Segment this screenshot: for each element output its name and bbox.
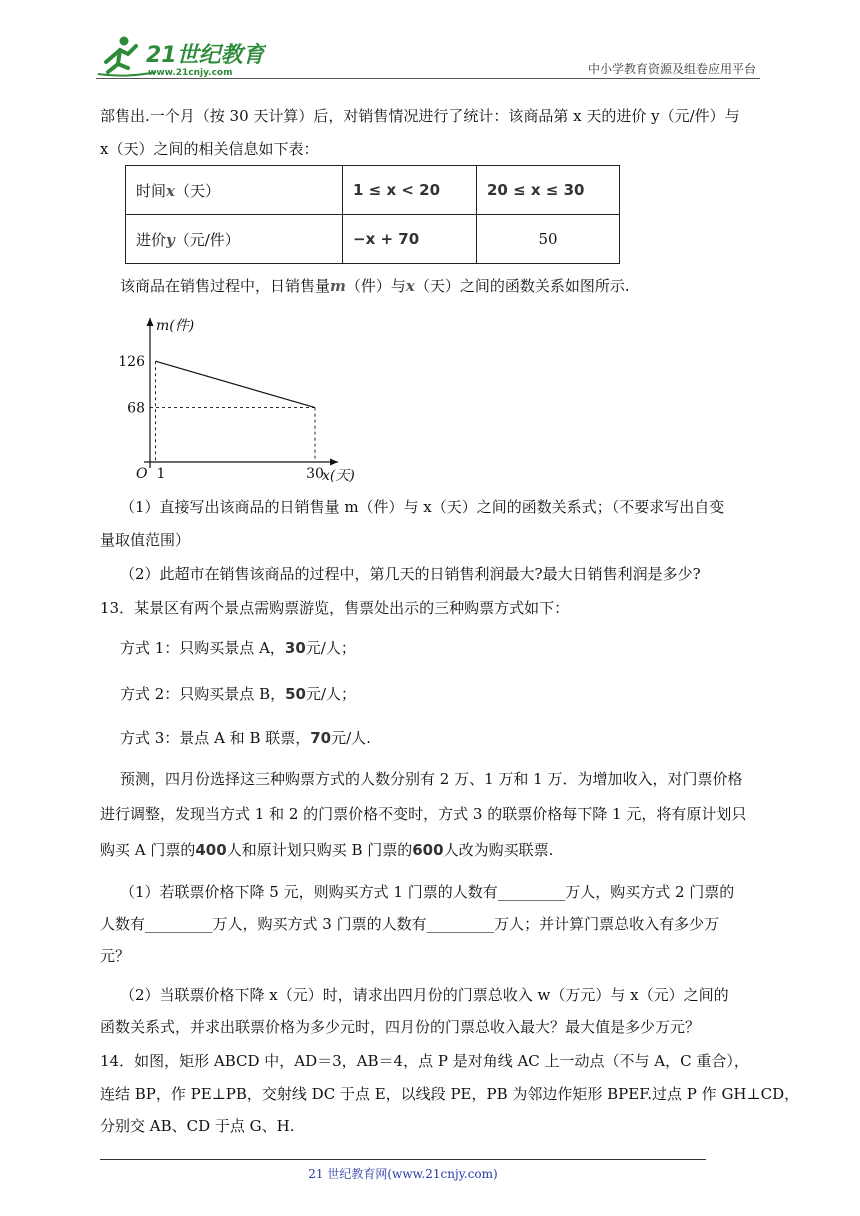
- logo-title: 21世纪教育: [146, 43, 265, 68]
- platform-name: 中小学教育资源及组卷应用平台: [587, 62, 756, 76]
- chart-marks: [150, 361, 315, 462]
- problem-14-line: 14．如图，矩形 ABCD 中，AD＝3，AB＝4，点 P 是对角线 AC 上一动点（不与 A，C 重合），: [100, 1052, 749, 1070]
- paragraph-line: x（天）之间的相关信息如下表：: [100, 140, 319, 158]
- option-line: 方式 1：只购买景点 A，30元/人；: [120, 639, 356, 657]
- sales-graph: [110, 312, 370, 487]
- paragraph-line: 人数有_________万人，购买方式 3 门票的人数有_________万人；并计算门票总收入有多少万: [100, 915, 720, 933]
- x-tick-label: 1: [156, 466, 166, 482]
- series-line: [156, 361, 316, 407]
- problem-14-line: 分别交 AB、CD 于点 G、H.: [100, 1117, 295, 1135]
- problem-13-title: 13．某景区有两个景点需购票游览，售票处出示的三种购票方式如下：: [100, 599, 570, 617]
- y-axis-label: m(件): [156, 318, 195, 334]
- table-cell: 进价y（元/件）: [126, 215, 343, 264]
- option-line: 方式 3：景点 A 和 B 联票，70元/人.: [120, 729, 371, 747]
- problem-14-line: 连结 BP，作 PE⊥PB，交射线 DC 于点 E，以线段 PE，PB 为邻边作矩形 BPEF.过点 P 作 GH⊥CD，: [100, 1085, 800, 1103]
- paragraph-line: （1）直接写出该商品的日销售量 m（件）与 x（天）之间的函数关系式；（不要求写出自变: [120, 498, 725, 516]
- table-cell: 时间x（天）: [126, 166, 343, 215]
- y-axis-arrow: [147, 318, 154, 326]
- axes: [144, 318, 338, 468]
- option-line: 方式 2：只购买景点 B，50元/人；: [120, 685, 357, 703]
- table-row: [126, 215, 620, 264]
- footer-text: 21 世纪教育网(www.21cnjy.com): [308, 1167, 498, 1181]
- header-divider: [96, 78, 760, 79]
- price-table: [125, 165, 620, 264]
- x-axis-arrow: [330, 459, 338, 466]
- y-tick-label: 126: [118, 354, 145, 371]
- table-cell: 20 ≤ x ≤ 30: [477, 166, 620, 215]
- chart-labels: [118, 318, 355, 484]
- paragraph-line: 量取值范围）: [100, 531, 191, 549]
- x-axis-label: x(天): [322, 468, 355, 484]
- footer-divider: [100, 1159, 706, 1160]
- paragraph-line: （2）当联票价格下降 x（元）时，请求出四月份的门票总收入 w（万元）与 x（元）之间的: [120, 986, 729, 1004]
- table-row: [126, 166, 620, 215]
- table-cell: 50: [477, 215, 620, 264]
- paragraph-line: 预测，四月份选择这三种购票方式的人数分别有 2 万、1 万和 1 万．为增加收入，对门票价格: [120, 770, 743, 788]
- origin-label: O: [136, 466, 148, 482]
- paragraph-line: （2）此超市在销售该商品的过程中，第几天的日销售利润最大?最大日销售利润是多少?: [120, 565, 701, 583]
- paragraph-line: 进行调整，发现当方式 1 和 2 的门票价格不变时，方式 3 的联票价格每下降 1 元，将有原计划只: [100, 805, 747, 823]
- y-tick-label: 68: [127, 400, 145, 417]
- paragraph-line: 元？: [100, 947, 131, 965]
- x-tick-label: 30: [306, 466, 324, 482]
- paragraph-line: 函数关系式，并求出联票价格为多少元时，四月份的门票总收入最大？最大值是多少万元？: [100, 1018, 701, 1036]
- logo-url: www.21cnjy.com: [148, 68, 233, 78]
- table-cell: −x + 70: [343, 215, 477, 264]
- paragraph-line: 部售出.一个月（按 30 天计算）后，对销售情况进行了统计：该商品第 x 天的进价 y（元/件）与: [100, 107, 740, 125]
- paragraph-line: 购买 A 门票的400人和原计划只购买 B 门票的600人改为购买联票.: [100, 841, 554, 859]
- table-cell: 1 ≤ x < 20: [343, 166, 477, 215]
- paragraph-line: （1）若联票价格下降 5 元，则购买方式 1 门票的人数有_________万人，购买方式 2 门票的: [120, 883, 735, 901]
- paragraph-line: 该商品在销售过程中，日销售量m（件）与x（天）之间的函数关系如图所示.: [120, 277, 630, 295]
- site-logo: [96, 32, 266, 80]
